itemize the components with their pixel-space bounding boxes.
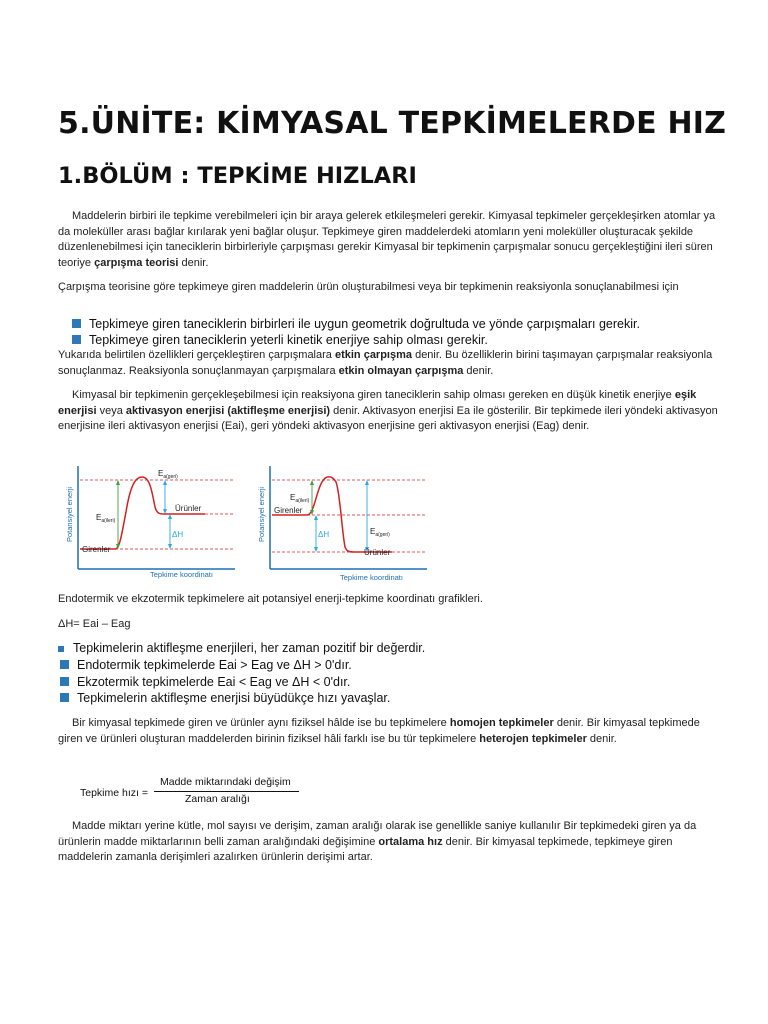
paragraph-text: denir. Aktivasyon enerjisi Ea ile gösterilir. Bir tepkimede ileri yöndeki aktivasyon enerjisine ileri aktivasyon enerjisi (Eai), geri yöndeki aktivasyon enerjisine geri aktivasyon enerjisi (Eag) denir. (58, 404, 718, 433)
ea-forward-label: $E_{a(ileri)}$ (96, 513, 116, 524)
paragraph-text: Kimyasal bir tepkimenin gerçekleşebilmesi için reaksiyona giren taneciklerin sahip olması gereken en düşük kinetik enerjiye (72, 389, 675, 401)
paragraph-homogeneous (58, 716, 718, 747)
bullet-text: Endotermik tepkimelerde Eai > Eag ve ΔH > 0'dır. (77, 658, 352, 672)
square-bullet-icon (72, 335, 81, 344)
formula-denominator: Zaman aralığı (185, 793, 250, 805)
bullet-text: Tepkimelerin aktifleşme enerjileri, her zaman pozitif bir değerdir. (73, 641, 426, 655)
paragraph-text: denir. (586, 732, 617, 745)
reactants-label: Girenler (274, 506, 303, 515)
delta-h-equation: ΔH= Eai – Eag (58, 618, 131, 630)
bullet-item (58, 641, 425, 655)
products-label: Ürünler (364, 548, 391, 557)
formula-numerator: Madde miktarındaki değişim (160, 776, 291, 788)
square-bullet-icon (60, 660, 69, 669)
paragraph-activation-energy (58, 388, 718, 435)
reactants-label: Girenler (82, 545, 111, 554)
formula-lhs: Tepkime hızı = (80, 787, 148, 799)
square-bullet-icon (72, 319, 81, 328)
paragraph-text: denir. Bu özelliklerin birini taşımayan çarpışmalar reaksiyonla sonuçlanmaz. Reaksiyonla sonuçlanmayan çarpışmalara (58, 349, 713, 377)
paragraph-text: Madde miktarı yerine kütle, mol sayısı ve derişim, zaman aralığı olarak ise genellikle saniye kullanılır Bir tepkimedeki giren ya da ürünlerin madde miktarlarının belli zaman aralığındaki değişimine (58, 820, 697, 848)
paragraph-effective-collision (58, 348, 718, 379)
figure-caption: Endotermik ve ekzotermik tepkimelere ait potansiyel enerji-tepkime koordinatı grafikleri. (58, 593, 483, 605)
y-axis-label: Potansiyel enerji (65, 486, 74, 542)
paragraph-text: Yukarıda belirtilen özellikleri gerçekleştiren çarpışmalara (58, 349, 335, 361)
term-average-rate: ortalama hız (378, 835, 443, 848)
bullet-item (72, 333, 488, 347)
paragraph-text: denir. (463, 364, 494, 377)
paragraph-intro (58, 209, 718, 271)
paragraph-text: Bir kimyasal tepkimede giren ve ürünler aynı fiziksel hâlde ise bu tepkimelere (72, 717, 450, 729)
products-label: Ürünler (175, 504, 202, 513)
x-axis-label: Tepkime koordinatı (340, 573, 403, 582)
x-axis-label: Tepkime koordinatı (150, 570, 213, 579)
bullet-text: Ekzotermik tepkimelerde Eai < Eag ve ΔH < 0'dır. (77, 675, 351, 689)
fraction-bar (154, 791, 299, 792)
endothermic-energy-diagram (60, 462, 240, 582)
paragraph-intro-text: Maddelerin birbiri ile tepkime verebilmeleri için bir araya gelerek etkileşmeleri gerekir. Kimyasal tepkimeler gerçekleşirken atomlar ya da moleküller arası bağlar kırılarak yeni bağlar oluşur. Tepkimeye giren maddelerdeki atomların yeni moleküller oluşturacak şekilde düzenlenebilmesi için taneciklerin birbirleriyle çarpışması gerekir Kimyasal bir tepkimenin çarpışmalar sonucu gerçekleştiğini ileri süren teoriye (58, 210, 716, 269)
square-bullet-icon (58, 646, 64, 652)
term-ineffective-collision: etkin olmayan çarpışma (338, 364, 464, 377)
paragraph-intro-end: denir. (178, 256, 209, 269)
bullet-item (72, 317, 640, 331)
exothermic-energy-diagram (252, 462, 432, 582)
square-bullet-icon (60, 677, 69, 686)
page-title: 5.ÜNİTE: KİMYASAL TEPKİMELERDE HIZ (58, 106, 727, 141)
paragraph-text: veya (96, 404, 126, 417)
bullet-item (60, 691, 390, 705)
paragraph-average-rate (58, 819, 718, 866)
bullet-item (60, 658, 352, 672)
ea-forward-label: $E_{a(ileri)}$ (290, 493, 310, 504)
term-activation-energy: aktivasyon enerjisi (aktifleşme enerjisi) (125, 404, 331, 417)
section-title: 1.BÖLÜM : TEPKİME HIZLARI (58, 163, 417, 189)
square-bullet-icon (60, 693, 69, 702)
ea-reverse-label: $E_{a(geri)}$ (370, 527, 390, 538)
ea-reverse-label: $E_{a(geri)}$ (158, 469, 178, 480)
term-collision-theory: çarpışma teorisi (94, 256, 179, 269)
bullet-text: Tepkimeye giren taneciklerin yeterli kinetik enerjiye sahip olması gerekir. (89, 333, 488, 347)
term-homogeneous: homojen tepkimeler (449, 717, 554, 729)
y-axis-label: Potansiyel enerji (257, 486, 266, 542)
term-effective-collision: etkin çarpışma (334, 349, 413, 361)
term-threshold-energy: eşik enerjisi (58, 389, 697, 417)
bullet-text: Tepkimelerin aktifleşme enerjisi büyüdükçe hızı yavaşlar. (77, 691, 391, 705)
paragraph-text: denir. Bir kimyasal tepkimede giren ve ürünleri oluşturan maddelerden birinin fiziksel hâli farklı ise bu tür tepkimelere (58, 717, 700, 745)
term-heterogeneous: heterojen tepkimeler (479, 732, 587, 745)
bullet-item (60, 675, 350, 689)
paragraph-text: denir. Bir kimyasal tepkimede, tepkimeye giren maddelerin zamanla derişimleri azalırken ürünlerin derişimi artar. (58, 835, 673, 864)
bullet-text: Tepkimeye giren taneciklerin birbirleri ile uygun geometrik doğrultuda ve yönde çarpışmaları gerekir. (89, 317, 640, 331)
delta-h-label: ΔH (172, 530, 184, 539)
delta-h-label: ΔH (318, 530, 330, 539)
paragraph-collision-conditions: Çarpışma teorisine göre tepkimeye giren maddelerin ürün oluşturabilmesi veya bir tepkimenin reaksiyonla sonuçlanabilmesi için (58, 281, 679, 293)
